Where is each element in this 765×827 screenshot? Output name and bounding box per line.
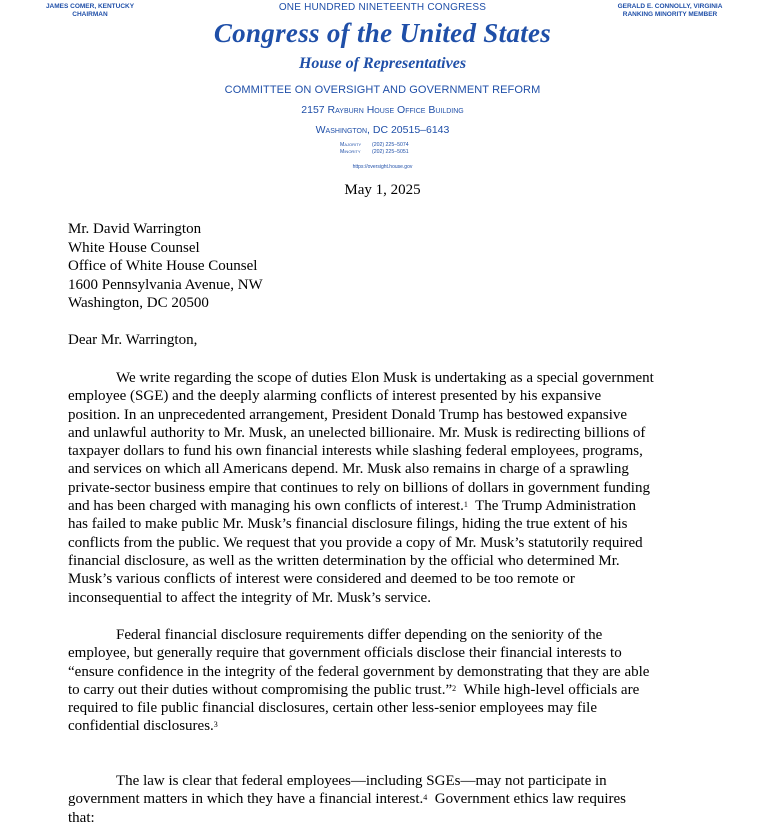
text-line: Musk’s various conflicts of interest were considered and deemed to be too remote or (68, 571, 575, 588)
text-line: that: (68, 809, 95, 826)
minority-phone: (202) 225–5051 (372, 149, 409, 155)
text-line: “ensure confidence in the integrity of the federal government by demonstrating that they are able (68, 663, 650, 680)
committee-name: COMMITTEE ON OVERSIGHT AND GOVERNMENT REFORM (224, 84, 541, 96)
text-line: government matters in which they have a financial interest.$^4$ Government ethics law requires (68, 791, 626, 808)
address-line-2: Washington, DC 20515–6143 (315, 124, 450, 136)
letter-date: May 1, 2025 (344, 182, 421, 198)
text-line: has failed to make public Mr. Musk’s financial disclosure filings, hiding the true extent of his (68, 516, 628, 533)
paragraph-1 (68, 369, 692, 607)
recipient-line: Office of White House Counsel (68, 258, 258, 274)
paragraph-2 (68, 626, 692, 736)
minority-label: Minority (340, 149, 361, 155)
text-line: inconsequential to affect the integrity of Mr. Musk’s service. (68, 589, 431, 606)
text-line: private-sector business empire that continues to rely on billions of dollars in government funding (68, 479, 650, 496)
recipient-line: Mr. David Warrington (68, 221, 202, 237)
footnote-ref-1[interactable]: 1 (463, 500, 468, 510)
text-line: and has been charged with managing his own conflicts of interest.$^1$ The Trump Administration (68, 498, 636, 515)
text-line: confidential disclosures.$^3$ (68, 718, 218, 735)
chairman-title: CHAIRMAN (72, 11, 108, 18)
footnote-ref-2[interactable]: 2 (452, 683, 457, 693)
footnote-ref-3[interactable]: 3 (213, 720, 218, 730)
majority-phone: (202) 225–5074 (372, 142, 409, 148)
recipient-line: 1600 Pennsylvania Avenue, NW (68, 276, 263, 293)
address-line-1: 2157 Rayburn House Office Building (301, 104, 464, 116)
text-line: to carry out their duties without compromising the public trust.”$^2$ While high-level officials are (68, 681, 640, 698)
congress-title: Congress of the United States (213, 18, 552, 48)
text-line: employee, but generally require that government officials disclose their financial interests to (68, 645, 622, 662)
minority-phone-row (340, 149, 409, 156)
text-line: We write regarding the scope of duties Elon Musk is undertaking as a special government (116, 370, 654, 386)
website-link[interactable]: https://oversight.house.gov (352, 164, 413, 170)
text-line: Federal financial disclosure requirements differ depending on the seniority of the (116, 627, 603, 643)
chairman-name: JAMES COMER, KENTUCKY (45, 3, 135, 10)
text-line: required to file public financial disclosures, certain other less-senior employees may file (68, 700, 597, 717)
paragraph-3 (68, 772, 692, 827)
recipient-line: Washington, DC 20500 (68, 295, 209, 311)
footnote-ref-4[interactable]: 4 (423, 793, 428, 803)
salutation: Dear Mr. Warrington, (68, 332, 198, 348)
text-line: The law is clear that federal employees—including SGEs—may not participate in (116, 773, 607, 789)
text-line: conflicts from the public. We request that you provide a copy of Mr. Musk’s statutorily required (68, 534, 643, 551)
majority-label: Majority (340, 142, 362, 148)
majority-phone-row (340, 142, 409, 149)
recipient-address (68, 220, 263, 313)
text-line: employee (SGE) and the deeply alarming conflicts of interest presented by his expansive (68, 388, 602, 405)
house-title: House of Representatives (298, 55, 467, 72)
congress-number: ONE HUNDRED NINETEENTH CONGRESS (278, 2, 487, 13)
text-line: position. In an unprecedented arrangement, President Donald Trump has bestowed expansive (68, 406, 628, 423)
ranking-name: GERALD E. CONNOLLY, VIRGINIA (617, 3, 723, 10)
recipient-line: White House Counsel (68, 239, 200, 256)
ranking-member-block (606, 3, 734, 19)
text-line: taxpayer dollars to fund his own financial interests while slashing federal employees, programs, (68, 443, 643, 460)
text-line: financial disclosure, as well as the written determination by the official who determined Mr. (68, 552, 620, 569)
phone-numbers (340, 142, 409, 156)
text-line: and services on which all Americans depend. Mr. Musk also remains in charge of a sprawling (68, 461, 629, 478)
text-line: and unlawful authority to Mr. Musk, an unelected billionaire. Mr. Musk is redirecting billions of (68, 424, 646, 441)
ranking-title: RANKING MINORITY MEMBER (622, 11, 718, 18)
